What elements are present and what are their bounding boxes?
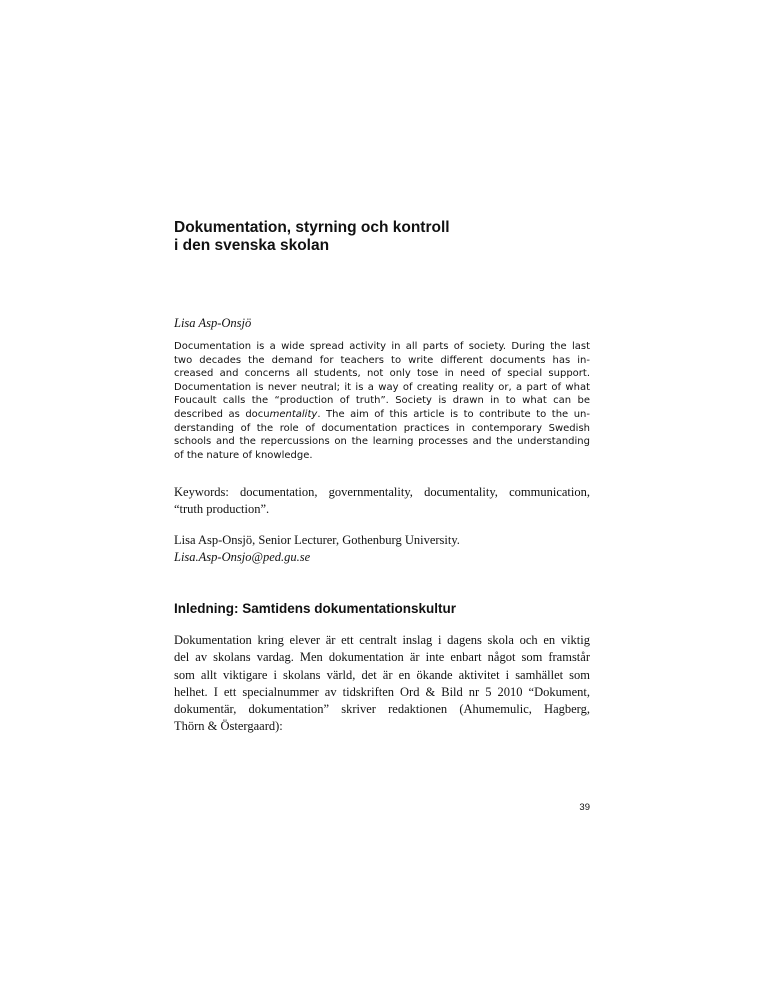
author-name: Lisa Asp-Onsjö [174,316,252,330]
author-affiliation [174,532,590,566]
abstract-text: described as docu [174,408,270,420]
abstract-line: two decades the demand for teachers to write different documents has in- [174,354,590,366]
title-line: Dokumentation, styrning och kontroll [174,219,450,236]
abstract-line: of the nature of knowledge. [174,449,313,461]
body-paragraph [174,632,590,736]
abstract-line: derstanding of the role of documentation practices in contemporary Swedish [174,422,590,434]
body-line: som allt viktigare i skolans värld, det är en ökande aktivitet i samhället som [174,667,590,682]
abstract-emphasis: mentality [269,408,318,420]
section-heading: Inledning: Samtidens dokumentationskultur [174,601,457,616]
body-line: Thörn & Östergaard): [174,719,283,734]
abstract-text: . The aim of this article is to contribute to the un- [317,408,590,420]
abstract-line: schools and the repercussions on the learning processes and the understanding [174,436,590,448]
body-line: dokumentär, dokumentation” skriver redaktionen (Ahumemulic, Hagberg, [174,702,590,717]
body-line: helhet. I ett specialnummer av tidskriften Ord & Bild nr 5 2010 “Dokument, [174,684,590,699]
abstract-line: Foucault calls the “production of truth”. Society is drawn in to what can be [174,395,590,407]
author-email: Lisa.Asp-Onsjo@ped.gu.se [174,550,311,564]
keywords-line: “truth production”. [174,502,270,516]
abstract [174,340,590,462]
article-title [174,219,594,255]
body-line: Dokumentation kring elever är ett centralt inslag i dagens skola och en viktig [174,633,590,647]
abstract-line-with-italic [174,408,590,422]
affiliation-text: Lisa Asp-Onsjö, Senior Lecturer, Gothenburg University. [174,533,460,547]
body-line: del av skolans vardag. Men dokumentation är inte enbart något som framstår [174,650,590,665]
abstract-line: Documentation is never neutral; it is a way of creating reality or, a part of what [174,381,590,393]
keywords [174,484,590,518]
abstract-line: Documentation is a wide spread activity in all parts of society. During the last [174,341,590,352]
title-line: i den svenska skolan [174,237,330,254]
keywords-line: Keywords: documentation, governmentality, documentality, communication, [174,485,590,499]
page-number: 39 [579,802,590,813]
abstract-line: creased and concerns all students, not only tose in need of special support. [174,368,590,380]
